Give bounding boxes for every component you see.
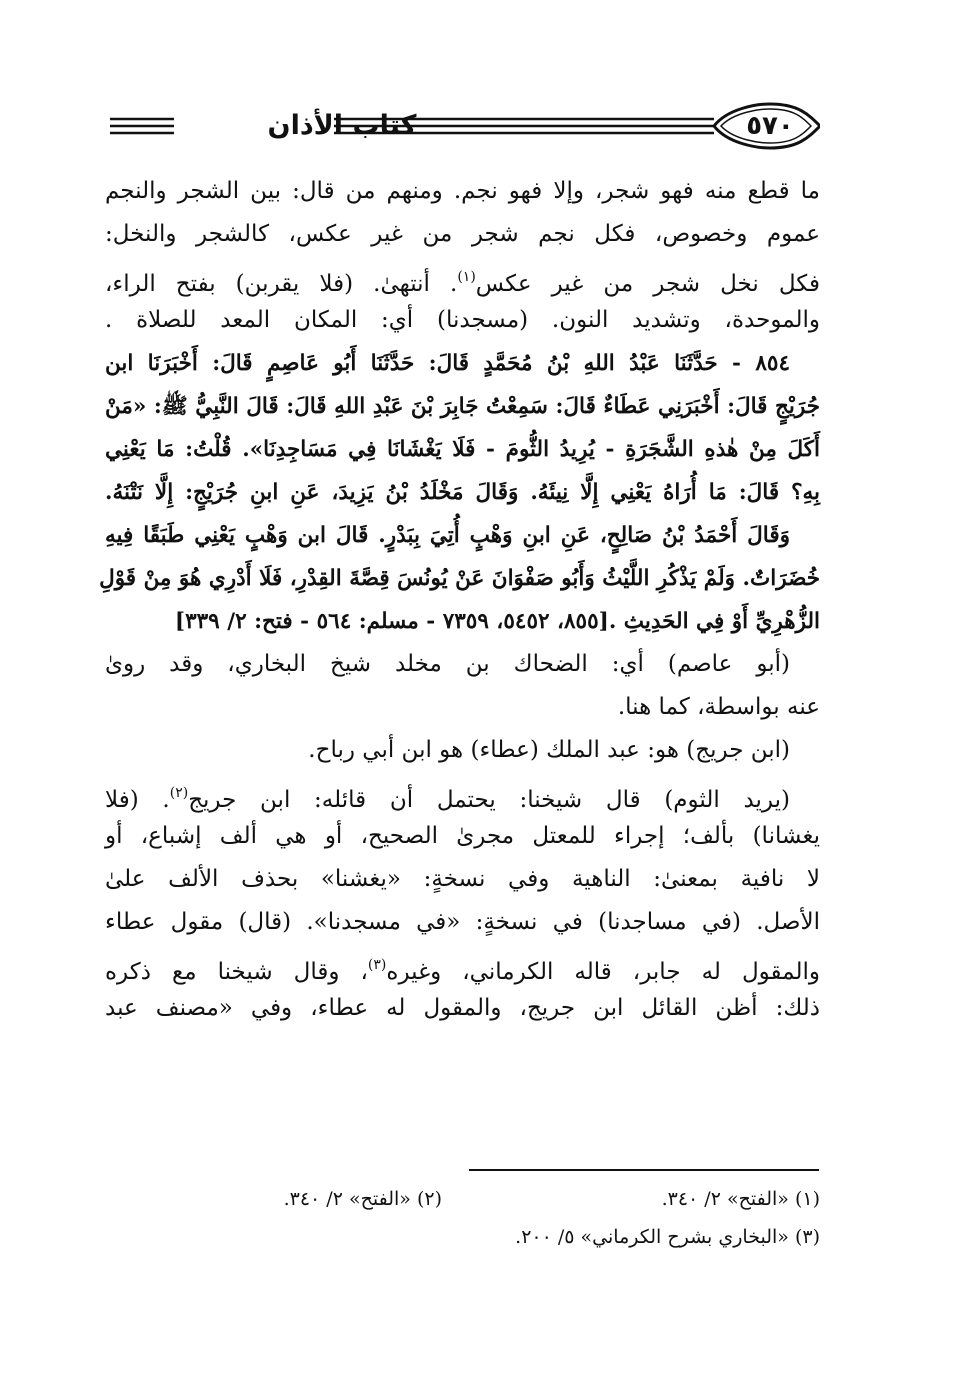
commentary-text-line [105, 256, 820, 299]
footnote-reference: (٢) [169, 785, 189, 801]
commentary-text-line: (ابن جريج) هو: عبد الملك (عطاء) هو ابن أبي رباح. [308, 737, 790, 763]
line-text: . أنتهىٰ. (فلا يقربن) بفتح الراء، [105, 271, 458, 297]
footnote-number: (١) [794, 1188, 820, 1210]
hadith-text-line: ٨٥٤ - حَدَّثَنَا عَبْدُ اللهِ بْنُ مُحَمَّدٍ قَالَ: حَدَّثَنَا أَبُو عَاصِمٍ قَالَ: أَخْبَرَنَا ابن [105, 351, 790, 376]
page-header [108, 100, 820, 152]
footnote-number: (٢) [416, 1188, 442, 1210]
commentary-text-line: يغشانا) بألف؛ إجراء للمعتل مجرىٰ الصحيح، أو هي ألف إشباع، أو [105, 823, 820, 849]
footnotes [105, 1180, 820, 1256]
footnote-row-2 [105, 1218, 820, 1256]
commentary-text-line: عنه بواسطة، كما هنا. [617, 694, 820, 720]
commentary-text-line: ما قطع منه فهو شجر، وإلا فهو نجم. ومنهم من قال: بين الشجر والنجم [105, 178, 820, 204]
line-text: . (فلا [105, 787, 170, 813]
line-text: ، وقال شيخنا مع ذكره [105, 959, 368, 985]
book-title: كتاب الأذان [267, 110, 417, 141]
hadith-text-line: أَكَلَ مِنْ هٰذهِ الشَّجَرَةِ - يُرِيدُ الثُّومَ - فَلَا يَغْشَانَا فِي مَسَاجِدِنَا». قُلْتُ: مَا يَعْنِي [105, 437, 820, 462]
hadith-text-line: خُضَرَاتٌ. وَلَمْ يَذْكُرِ اللَّيْثُ وَأَبُو صَفْوَانَ عَنْ يُونُسَ قِصَّةَ القِدْرِ، فَلَا أَدْرِي هُوَ مِنْ قَوْلِ [99, 566, 820, 591]
footnote-text: «البخاري بشرح الكرماني» ٥/ ٢٠٠. [515, 1226, 789, 1248]
footnote-1 [662, 1180, 820, 1218]
line-text: والمقول له جابر، قاله الكرماني، وغيره [386, 959, 820, 985]
footnote-row-1 [105, 1180, 820, 1218]
footnote-text: «الفتح» ٢/ ٣٤٠. [661, 1188, 789, 1210]
commentary-text-line: عموم وخصوص، فكل نجم شجر من غير عكس، كالشجر والنخل: [105, 221, 820, 247]
commentary-text-line: لا نافية بمعنىٰ: الناهية وفي نسخةٍ: «يغشنا» بحذف الألف علىٰ [105, 866, 820, 892]
line-text: (يريد الثوم) قال شيخنا: يحتمل أن قائله: ابن جريج [188, 787, 790, 813]
footnote-divider [469, 1169, 819, 1171]
hadith-text-line: وَقَالَ أَحْمَدُ بْنُ صَالِحٍ، عَنِ ابنِ وَهْبٍ أُتِيَ بِبَدْرٍ. قَالَ ابن وَهْبٍ يَعْنِي طَبَقًا فِيهِ [105, 523, 790, 548]
commentary-text-line [105, 772, 820, 815]
hadith-text-line: جُرَيْجٍ قَالَ: أَخْبَرَنِي عَطَاءٌ قَالَ: سَمِعْتُ جَابِرَ بْنَ عَبْدِ اللهِ قَالَ: قَالَ النَّبِيُّ ﷺ: «مَنْ [105, 394, 820, 419]
page-number: ٥٧٠ [746, 111, 794, 141]
footnote-text: «الفتح» ٢/ ٣٤٠. [283, 1188, 411, 1210]
footnote-reference: (٣) [367, 957, 387, 973]
footnote-reference: (١) [457, 269, 476, 285]
hadith-text-line: الزُّهْرِيِّ أَوْ فِي الحَدِيثِ .[٨٥٥، ٥٤٥٢، ٧٣٥٩ - مسلم: ٥٦٤ - فتح: ٢/ ٣٣٩] [174, 609, 820, 634]
footnote-number: (٣) [794, 1226, 820, 1248]
commentary-text-line: الأصل. (في مساجدنا) في نسخةٍ: «في مسجدنا». (قال) مقول عطاء [105, 909, 821, 935]
commentary-text-line [105, 944, 820, 987]
commentary-text-line: ذلك: أظن القائل ابن جريج، والمقول له عطاء، وفي «مصنف عبد [105, 995, 820, 1021]
hadith-text-line: بِهِ؟ قَالَ: مَا أُرَاهُ يَعْنِي إِلَّا نِيئَهُ. وَقَالَ مَخْلَدُ بْنُ يَزِيدَ، عَنِ ابنِ جُرَيْجٍ: إِلَّا نَتْنَهُ. [105, 480, 820, 505]
commentary-text-line: (أبو عاصم) أي: الضحاك بن مخلد شيخ البخاري، وقد روىٰ [105, 651, 790, 677]
footnote-2 [284, 1180, 442, 1218]
line-text: فكل نخل شجر من غير عكس [475, 271, 820, 297]
main-text [99, 170, 821, 1030]
commentary-text-line: والموحدة، وتشديد النون. (مسجدنا) أي: المكان المعد للصلاة . [105, 307, 820, 333]
footnote-3 [515, 1218, 820, 1256]
